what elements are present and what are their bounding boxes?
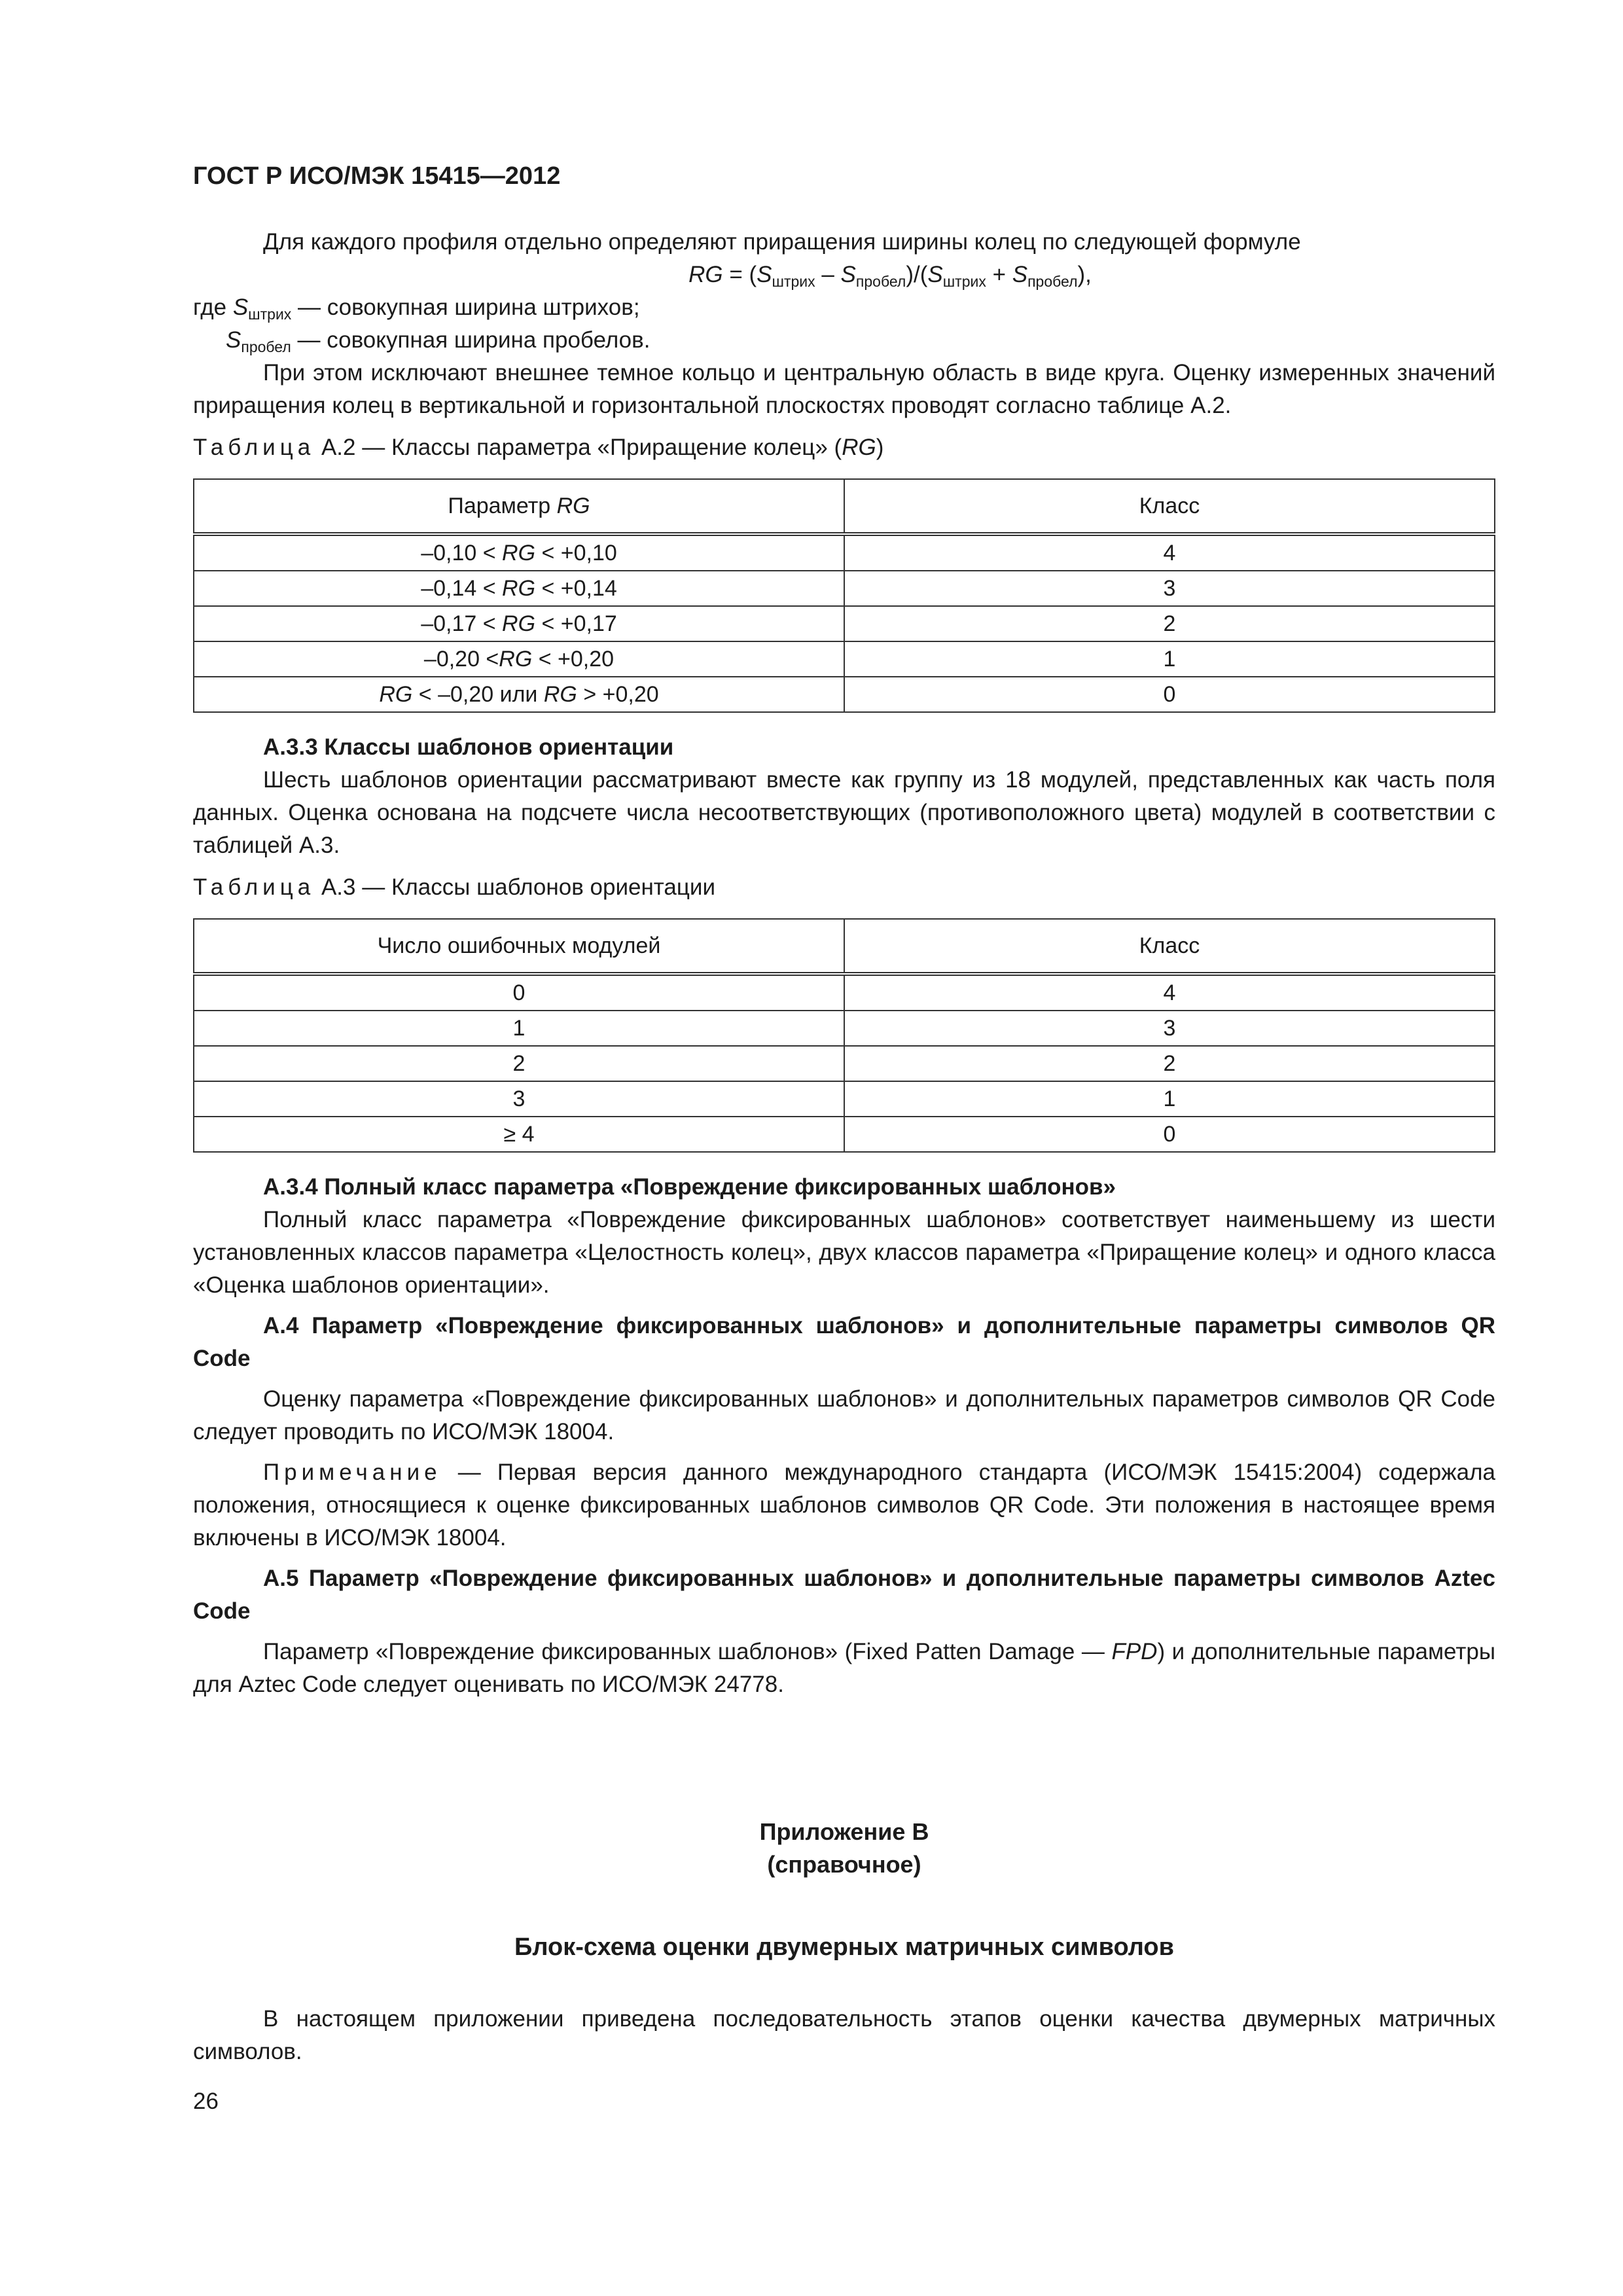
table-cell: –0,20 <RG < +0,20	[194, 641, 844, 677]
table-a2	[193, 478, 1495, 713]
note-label: Примечание	[263, 1460, 442, 1485]
section-text-a34: Полный класс параметра «Повреждение фиксированных шаблонов» соответствует наименьшему из шести установленных классов параметра «Целостность колец», двух классов параметра «Приращение колец» и одного класса «Оценка шаблонов ориентации».	[193, 1207, 1495, 1298]
table-a3	[193, 918, 1495, 1153]
formula-sub: штрих	[942, 273, 986, 290]
table-cell: 0	[844, 677, 1495, 712]
formula-part: ),	[1077, 262, 1092, 287]
section-heading-a34: А.3.4 Полный класс параметра «Повреждение фиксированных шаблонов»	[263, 1174, 1116, 1200]
table-a2-caption: Таблица А.2 — Классы параметра «Приращение колец» (RG)	[193, 435, 884, 460]
table-header-row	[194, 919, 1495, 974]
note-text: — Первая версия данного международного стандарта (ИСО/МЭК 15415:2004) содержала положения, относящиеся к оценке фиксированных шаблонов символов QR Code. Эти положения в настоящее время включены в ИСО/МЭК 18004.	[193, 1460, 1495, 1551]
section-text-a4: Оценку параметра «Повреждение фиксированных шаблонов» и дополнительных параметров символов QR Code следует проводить по ИСО/МЭК 18004.	[193, 1386, 1495, 1444]
table-cell: 0	[844, 1117, 1495, 1152]
table-cell: –0,14 < RG < +0,14	[194, 571, 844, 606]
table-cell: –0,17 < RG < +0,17	[194, 606, 844, 641]
table-row	[194, 641, 1495, 677]
section-heading-a5: А.5 Параметр «Повреждение фиксированных шаблонов» и дополнительные параметры символов Aztec Code	[193, 1566, 1495, 1624]
table-row	[194, 534, 1495, 571]
formula-s: S	[1012, 262, 1028, 287]
column-header-class: Класс	[844, 919, 1495, 974]
document-header: ГОСТ Р ИСО/МЭК 15415—2012	[193, 162, 561, 190]
table-cell: 3	[844, 1011, 1495, 1046]
where-line-2: $S_{пробел}$ — совокупная ширина пробелов.	[226, 327, 651, 355]
table-row	[194, 677, 1495, 712]
document-page	[193, 160, 1495, 2118]
table-cell: 4	[844, 974, 1495, 1011]
formula-part: +	[986, 262, 1012, 287]
table-cell: RG < –0,20 или RG > +0,20	[194, 677, 844, 712]
table-row	[194, 1117, 1495, 1152]
formula-sub: пробел	[1027, 273, 1078, 290]
note-a4	[193, 1456, 1495, 1554]
column-header-param: Параметр RG	[194, 479, 844, 534]
page-number: 26	[193, 2089, 219, 2114]
table-cell: 3	[844, 571, 1495, 606]
table-cell: ≥ 4	[194, 1117, 844, 1152]
section-heading-a33: А.3.3 Классы шаблонов ориентации	[263, 734, 674, 760]
table-cell: 0	[194, 974, 844, 1011]
formula-sub: пробел	[855, 273, 906, 290]
table-row	[194, 571, 1495, 606]
formula-s: S	[840, 262, 856, 287]
column-header-class: Класс	[844, 479, 1495, 534]
table-cell: 1	[194, 1011, 844, 1046]
table-row	[194, 1046, 1495, 1081]
formula-s: S	[757, 262, 772, 287]
intro-paragraph-2: При этом исключают внешнее темное кольцо и центральную область в виде круга. Оценку измеренных значений приращения колец в вертикальной и горизонтальной плоскостях проводят согласно таблице А.2.	[193, 360, 1495, 418]
appendix-title: Блок-схема оценки двумерных матричных символов	[514, 1933, 1174, 1961]
formula-rg: RG	[688, 262, 723, 287]
formula	[193, 259, 1495, 291]
table-row	[194, 606, 1495, 641]
table-cell: 2	[844, 1046, 1495, 1081]
appendix-label: Приложение В	[759, 1818, 929, 1845]
appendix-text: В настоящем приложении приведена последовательность этапов оценки качества двумерных матричных символов.	[193, 2006, 1495, 2064]
table-cell: 2	[844, 606, 1495, 641]
intro-paragraph: Для каждого профиля отдельно определяют приращения ширины колец по следующей формуле	[263, 229, 1301, 255]
table-row	[194, 974, 1495, 1011]
table-cell: –0,10 < RG < +0,10	[194, 534, 844, 571]
section-heading-a4: А.4 Параметр «Повреждение фиксированных шаблонов» и дополнительные параметры символов QR Code	[193, 1313, 1495, 1371]
table-cell: 2	[194, 1046, 844, 1081]
appendix-type: (справочное)	[767, 1851, 921, 1878]
table-row	[194, 1081, 1495, 1117]
table-a3-caption: Таблица А.3 — Классы шаблонов ориентации	[193, 874, 716, 900]
table-row	[194, 1011, 1495, 1046]
where-line-1: где $S_{штрих}$ — совокупная ширина штрихов;	[193, 295, 640, 323]
column-header-errors: Число ошибочных модулей	[194, 919, 844, 974]
table-cell: 3	[194, 1081, 844, 1117]
formula-sub: штрих	[772, 273, 815, 290]
section-text-a33: Шесть шаблонов ориентации рассматривают вместе как группу из 18 модулей, представленных как часть поля данных. Оценка основана на подсчете числа несоответствующих (противоположного цвета) модулей в соответствии с таблицей А.3.	[193, 767, 1495, 858]
table-cell: 4	[844, 534, 1495, 571]
formula-s: S	[927, 262, 943, 287]
formula-part: = (	[722, 262, 757, 287]
formula-part: )/(	[906, 262, 928, 287]
formula-part: –	[815, 262, 841, 287]
table-header-row	[194, 479, 1495, 534]
section-text-a5: Параметр «Повреждение фиксированных шаблонов» (Fixed Patten Damage — FPD) и дополнительные параметры для Aztec Code следует оценивать по ИСО/МЭК 24778.	[193, 1639, 1495, 1697]
table-cell: 1	[844, 641, 1495, 677]
table-cell: 1	[844, 1081, 1495, 1117]
